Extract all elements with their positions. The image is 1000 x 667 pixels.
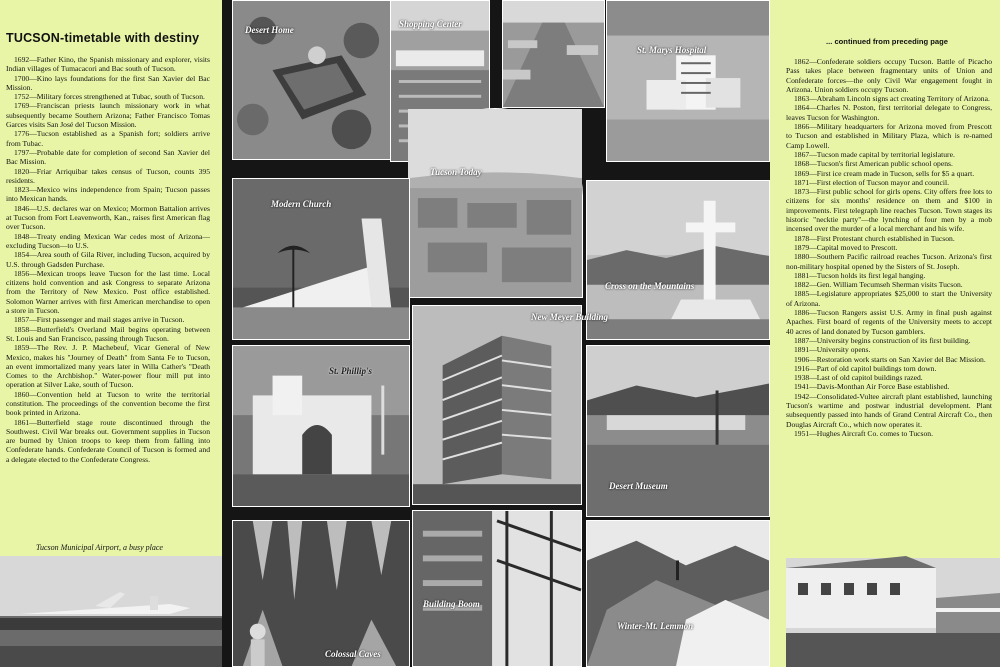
left-timeline-entry: 1752—Military forces strengthened at Tubac, south of Tucson. bbox=[14, 92, 205, 102]
left-timeline-entry: 1856—Mexican troops leave Tucson for the last time. Local citizens hold convention and ask Congress to separate Arizona from the Territory of New Mexico. Post office established. Solomon Warner arrives with first American merchandise to open a store in Tucson. bbox=[6, 268, 210, 316]
right-timeline-entry: 1878—First Protestant church established in Tucson. bbox=[794, 233, 955, 243]
right-timeline-entry: 1873—First public school for girls opens. City offers free lots to citizens for six months' residence on them and $100 in improvements. First telegraph line reaches Tucson. Town stages its historic "necktie party"—the lynching of four men by a mob incensed over the murder of a local merchant and his wife. bbox=[786, 187, 992, 234]
st-philips-photo bbox=[232, 345, 410, 507]
tucson-today-label: Tucson Today bbox=[430, 167, 482, 177]
desert-home-photo bbox=[232, 0, 392, 160]
right-timeline-entry: 1866—Military headquarters for Arizona moved from Prescott to Tucson and established in Military Plaza, which is re-named Camp Lowell. bbox=[786, 122, 992, 150]
building-boom-photo bbox=[412, 510, 582, 667]
left-timeline-entry: 1820—Friar Arriquibar takes census of Tucson, counts 395 residents. bbox=[6, 166, 210, 185]
winter-photo bbox=[586, 520, 770, 667]
right-timeline-entry: 1906—Restoration work starts on San Xavier del Bac Mission. bbox=[794, 354, 986, 364]
desert-museum-label: Desert Museum bbox=[609, 481, 668, 491]
cross-label: Cross on the Mountains bbox=[605, 281, 695, 291]
right-timeline-entry: 1868—Tucson's first American public school opens. bbox=[794, 159, 953, 169]
right-timeline-entry: 1891—University opens. bbox=[794, 345, 871, 355]
new-meyer-label: New Meyer Building bbox=[531, 312, 609, 322]
right-timeline-entry: 1882—Gen. William Tecumseh Sherman visits Tucson. bbox=[794, 280, 963, 290]
right-timeline-entry: 1938—Last of old capitol buildings razed. bbox=[794, 373, 923, 383]
left-timeline-entry: 1823—Mexico wins independence from Spain; Tucson passes into Mexican hands. bbox=[6, 185, 210, 204]
colossal-caves-photo bbox=[232, 520, 410, 667]
right-timeline-entry: 1887—University begins construction of its first building. bbox=[794, 335, 971, 345]
page-title: TUCSON-timetable with destiny bbox=[6, 31, 200, 45]
left-timeline-entry: 1857—First passenger and mail stages arrive in Tucson. bbox=[14, 315, 185, 325]
left-timeline-entry: 1848—Treaty ending Mexican War cedes most of Arizona—excluding Tucson—to U.S. bbox=[6, 231, 210, 250]
right-timeline bbox=[786, 57, 992, 438]
cross-photo bbox=[586, 180, 770, 340]
left-timeline-entry: 1854—Area south of Gila River, including Tucson, acquired by U.S. through Gadsden Purchase. bbox=[6, 250, 210, 269]
right-timeline-entry: 1862—Confederate soldiers occupy Tucson. Battle of Picacho Pass takes place between fragmentary units of Union and Confederate forces—the only Civil War engagement fought in Arizona. Union soldiers occupy Tucson. bbox=[786, 57, 992, 94]
right-timeline-entry: 1941—Davis-Monthan Air Force Base established. bbox=[794, 382, 950, 392]
desert-home-label: Desert Home bbox=[245, 25, 294, 35]
left-timeline-entry: 1861—Butterfield stage route discontinued through the Southwest. Civil War breaks out. Government supplies in Tucson are burned by Union troops to keep them from falling into Confederate hands. Confederate Council of Tucson is formed and a delegate elected to the Confederate Congress. bbox=[6, 417, 210, 464]
right-timeline-entry: 1942—Consolidated-Vultee aircraft plant established, launching Tucson's wartime and postwar industrial development. Plant subsequently passed into hands of Grand Central Aircraft Co., then Douglas Aircraft Co., which now operates it. bbox=[786, 391, 992, 429]
left-timeline-entry: 1769—Franciscan priests launch missionary work in what subsequently became Southern Arizona; Father Francisco Tomas Garces visits San José del Tucson Mission. bbox=[6, 101, 210, 130]
right-timeline-entry: 1886—Tucson Rangers assist U.S. Army in final push against Apaches. First board of regents of the University meets to accept 40 acres of land donated by Tucson gamblers. bbox=[786, 308, 992, 336]
left-timeline-entry: 1797—Probable date for completion of second San Xavier del Bac Mission. bbox=[6, 147, 210, 167]
aerial-road-photo bbox=[502, 0, 605, 108]
building-boom-label: Building Boom bbox=[423, 599, 480, 609]
right-timeline-entry: 1869—First ice cream made in Tucson, sells for $5 a quart. bbox=[794, 168, 975, 178]
st-philips-label: St. Phillip's bbox=[329, 366, 373, 376]
st-marys-label: St. Marys Hospital bbox=[637, 45, 707, 55]
right-timeline-entry: 1885—Legislature appropriates $25,000 to start the University of Arizona. bbox=[786, 289, 992, 308]
modern-church-photo bbox=[232, 178, 410, 340]
left-timeline-entry: 1846—U.S. declares war on Mexico; Mormon Battalion arrives at Tucson from Fort Leavenworth, Kan., raises first American flag over Tucson. bbox=[6, 203, 210, 232]
left-timeline-entry: 1860—Convention held at Tucson to write the territorial constitution. The proceedings of the convention become the first book printed in Arizona. bbox=[6, 389, 210, 418]
right-timeline-entry: 1951—Hughes Aircraft Co. comes to Tucson. bbox=[794, 428, 934, 438]
left-timeline-entry: 1776—Tucson established as a Spanish fort; soldiers arrive from Tubac. bbox=[6, 129, 210, 148]
modern-church-label: Modern Church bbox=[271, 199, 332, 209]
continued-note: ... continued from preceding page bbox=[826, 37, 948, 46]
airport-photo bbox=[0, 556, 222, 667]
left-timeline-entry: 1859—The Rev. J. P. Machebeuf, Vicar General of New Mexico, makes his "Journey of Death" from Santa Fe to Tucson, an event immortalized many years later in Willa Cather's "Death Comes to the Archbishop." Water-power flour mill put into operation at Silver Lake, south of Tucson. bbox=[6, 343, 210, 390]
colossal-caves-label: Colossal Caves bbox=[325, 649, 381, 659]
airport-caption: Tucson Municipal Airport, a busy place bbox=[36, 543, 163, 552]
left-timeline-entry: 1858—Butterfield's Overland Mail begins operating between St. Louis and San Francisco, passing through Tucson. bbox=[6, 324, 210, 343]
right-timeline-entry: 1871—First election of Tucson mayor and council. bbox=[794, 177, 950, 187]
winter-label: Winter-Mt. Lemmon bbox=[617, 621, 694, 631]
right-timeline-entry: 1881—Tucson holds its first legal hanging. bbox=[794, 270, 926, 280]
right-timeline-entry: 1916—Part of old capitol buildings torn down. bbox=[794, 363, 937, 373]
right-timeline-entry: 1867—Tucson made capital by territorial legislature. bbox=[794, 149, 955, 159]
desert-museum-photo bbox=[586, 345, 770, 517]
left-timeline bbox=[6, 55, 210, 464]
right-timeline-entry: 1880—Southern Pacific railroad reaches Tucson. Arizona's first non-military hospital opened by the Sisters of St. Joseph. bbox=[786, 252, 992, 271]
tucson-today-photo bbox=[407, 108, 583, 298]
shopping-center-label: Shopping Center bbox=[399, 19, 462, 29]
railroad-photo bbox=[786, 538, 1000, 667]
st-marys-photo bbox=[606, 0, 770, 162]
right-timeline-entry: 1864—Charles N. Poston, first territorial delegate to Congress, leaves Tucson for Washington. bbox=[786, 103, 992, 122]
right-timeline-entry: 1879—Capital moved to Prescott. bbox=[794, 242, 898, 252]
left-timeline-entry: 1692—Father Kino, the Spanish missionary and explorer, visits Indian villages of Tumacacori and Bac south of Tucson. bbox=[6, 55, 210, 74]
right-timeline-entry: 1863—Abraham Lincoln signs act creating Territory of Arizona. bbox=[794, 94, 990, 104]
photo-collage bbox=[222, 0, 770, 667]
left-timeline-entry: 1700—Kino lays foundations for the first San Xavier del Bac Mission. bbox=[6, 73, 210, 92]
new-meyer-photo bbox=[412, 305, 609, 505]
